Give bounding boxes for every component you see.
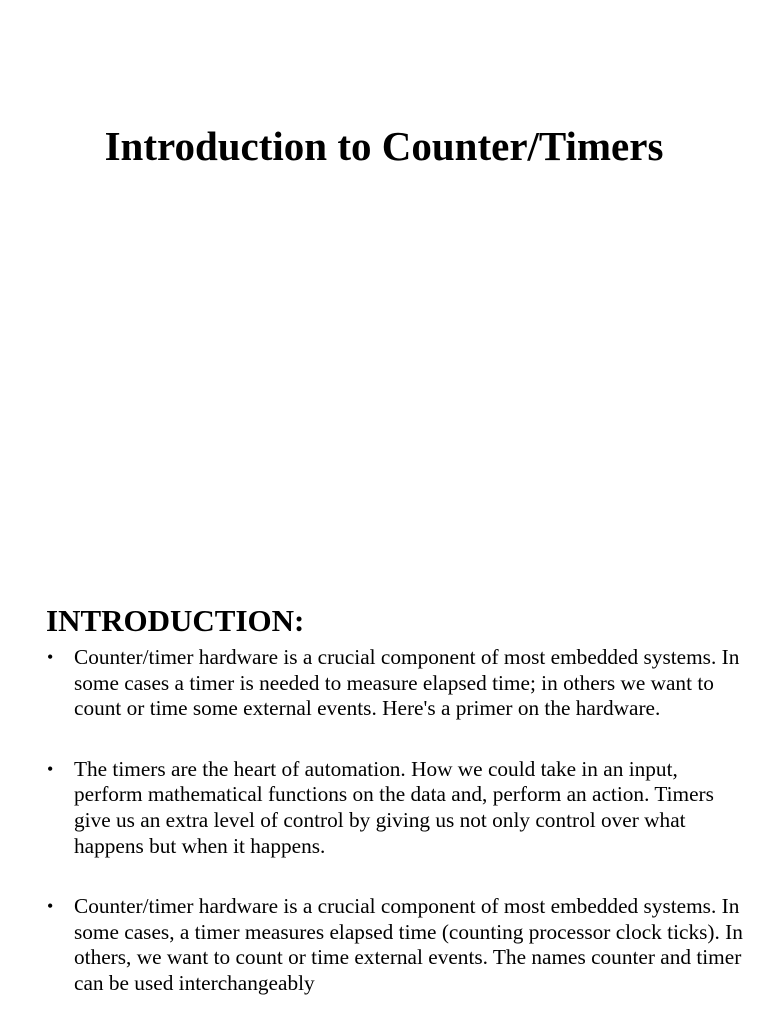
bullet-item [46,757,746,859]
bullet-icon: • [47,647,54,667]
bullet-icon: • [47,758,54,779]
bullet-text: The timers are the heart of automation. How we could take in an input, perform mathematical functions on the data and, perform an action. Timers give us an extra level of control by giving us not only control over what happens but when it happens. [74,756,714,858]
page-title: Introduction to Counter/Timers [104,123,664,169]
bullet-item [46,645,746,722]
bullet-text: Counter/timer hardware is a crucial component of most embedded systems. In some cases a timer is needed to measure elapsed time; in others we want to count or time some external events. Here's a primer on the hardware. [74,645,740,721]
introduction-section [46,603,746,1032]
section-heading: INTRODUCTION: [46,603,305,638]
bullet-list [46,645,746,997]
bullet-icon: • [47,896,54,917]
bullet-item [46,894,746,996]
bullet-text: Counter/timer hardware is a crucial component of most embedded systems. In some cases, a timer measures elapsed time (counting processor clock ticks). In others, we want to count or time external events. The names counter and timer can be used interchangeably [74,894,743,995]
